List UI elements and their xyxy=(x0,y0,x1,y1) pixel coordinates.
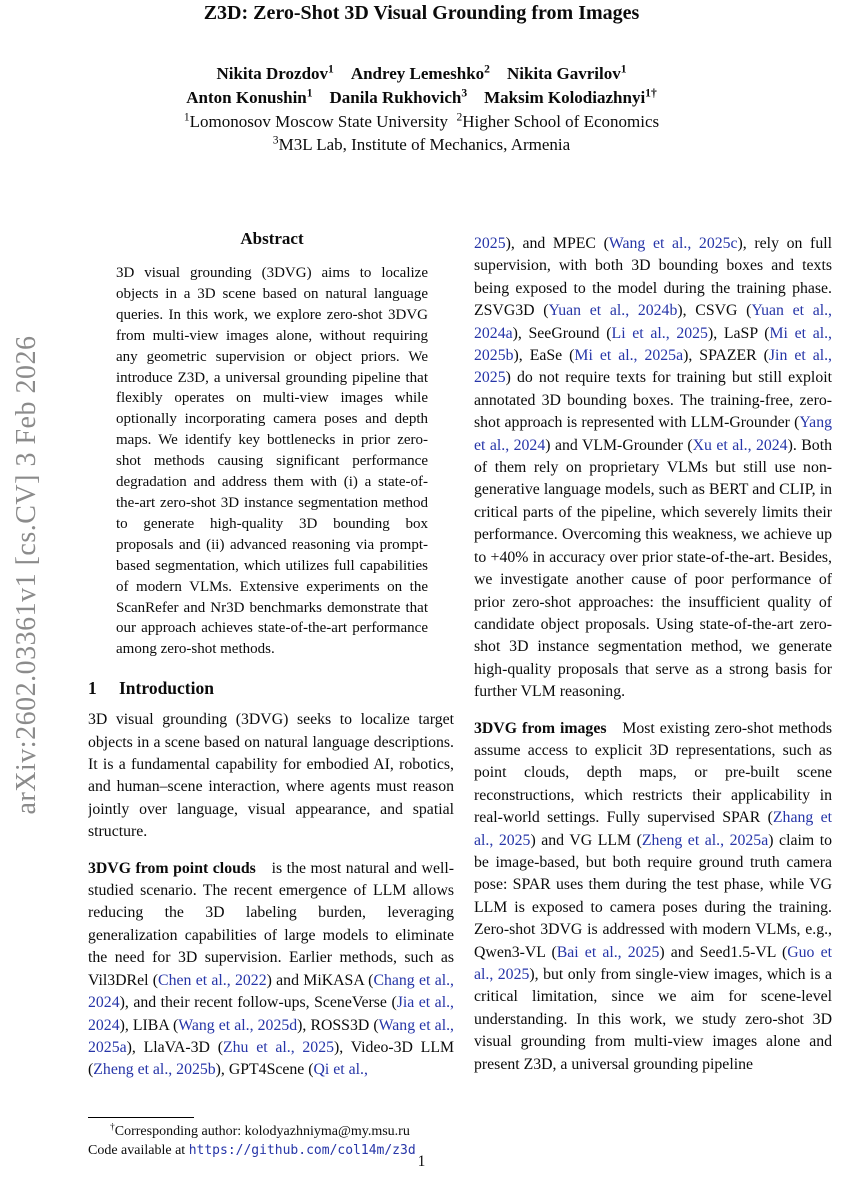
citation-link[interactable]: Wang et al., 2025c xyxy=(608,235,738,252)
citation-link[interactable]: Mi et al., 2025b xyxy=(474,324,832,365)
superscript-marker: 1 xyxy=(328,62,334,76)
author-line-2 xyxy=(0,86,843,110)
section-title: Introduction xyxy=(119,678,214,699)
text-run: ), SeeGround ( xyxy=(512,324,612,342)
citation-link[interactable]: Yuan et al., 2024a xyxy=(474,302,832,342)
text-run: ) and VLM-Grounder ( xyxy=(545,436,693,454)
citation-link[interactable]: Wang et al., 2025a xyxy=(88,1016,454,1056)
citation-link[interactable]: Qi et al., xyxy=(313,1061,368,1079)
text-run: is the most natural and well-studied scenario. The recent emergence of LLM allows reducing the 3D labeling burden, leveraging generalization capabilities of large models to eliminate the need for 3D supervision. Earlier methods, such as Vil3DRel ( xyxy=(88,859,454,989)
text-run xyxy=(467,88,484,107)
footnote-corresponding-author xyxy=(88,1123,454,1142)
text-run: Nikita Drozdov xyxy=(216,64,329,83)
paragraph-3dvg-from-images xyxy=(474,718,832,1077)
text-run xyxy=(490,64,507,83)
text-run: ), ROSS3D ( xyxy=(297,1016,379,1034)
code-url-link[interactable]: https://github.com/col14m/z3d xyxy=(188,1142,416,1158)
footnote-rule xyxy=(88,1117,194,1118)
text-run: ), EaSe ( xyxy=(513,347,575,365)
citation-link[interactable]: Xu et al., 2024 xyxy=(692,436,788,454)
text-run: ), rely on full supervision, with both 3D bounding boxes and texts being exposed to the model during the training phase. ZSVG3D ( xyxy=(474,235,832,320)
text-run: ), LIBA ( xyxy=(119,1016,179,1034)
paper-title: Z3D: Zero-Shot 3D Visual Grounding from Images xyxy=(203,2,640,24)
text-run: Corresponding author: kolodyazhniyma@my.msu.ru xyxy=(114,1124,410,1139)
text-run: ), SPAZER ( xyxy=(683,347,769,365)
superscript-marker: 3 xyxy=(272,133,279,147)
section-number: 1 xyxy=(88,678,97,699)
text-run: ) and MiKASA ( xyxy=(266,971,374,989)
text-run: ) do not require texts for training but still exploit annotated 3D bounding boxes. The training-free, zero-shot approach is represented with LLM-Grounder ( xyxy=(474,369,832,432)
superscript-marker: 1 xyxy=(183,110,190,124)
text-run: ) and VG LLM ( xyxy=(530,831,642,849)
text-run: ). Both of them rely on proprietary VLMs but still use non-generative language models, such as BERT and CLIP, in critical parts of the pipeline, which severely limits their performance. Overcoming this weakness, we achieve up to +40% in accuracy over prior state-of-the-art. Besides, we investigate another cause of poor performance of prior zero-shot approaches: the insufficient quality of candidate object proposals. Using state-of-the-art zero-shot 3D instance segmentation method, we generate high-quality proposals that serve as a strong basis for further VLM reasoning. xyxy=(474,436,832,701)
citation-link[interactable]: Mi et al., 2025a xyxy=(574,347,684,365)
author-block xyxy=(0,62,843,156)
affiliation-line-1 xyxy=(0,110,843,133)
citation-link[interactable]: Chen et al., 2022 xyxy=(158,971,267,989)
abstract-block xyxy=(116,229,428,660)
text-run: 3D visual grounding (3DVG) aims to localize objects in a 3D scene based on natural language queries. In this work, we explore zero-shot 3DVG from multi-view images alone, without requiring any geometric supervision or object priors. We introduce Z3D, a universal grounding pipeline that flexibly operates on multi-view images while optionally incorporating camera poses and depth maps. We identify key bottlenecks in prior zero-shot methods causing significant performance degradation and address them with (i) a state-of-the-art zero-shot 3D instance segmentation method to generate high-quality 3D bounding box proposals and (ii) advanced reasoning via prompt-based segmentation, which utilizes full capabilities of modern VLMs. Extensive experiments on the ScanRefer and Nr3D benchmarks demonstrate that our approach achieves state-of-the-art performance among zero-shot methods. xyxy=(116,265,428,658)
paragraph-continuation xyxy=(474,233,832,704)
text-run xyxy=(313,88,330,107)
intro-paragraph-1 xyxy=(88,709,454,843)
right-column xyxy=(474,233,832,1145)
text-run: ), and their recent follow-ups, SceneVerse ( xyxy=(119,994,397,1012)
text-run: ), CSVG ( xyxy=(677,302,752,320)
superscript-marker: 2 xyxy=(484,62,490,76)
superscript-marker: 1 xyxy=(620,62,627,76)
affiliation-line-2 xyxy=(0,133,843,156)
text-run: Andrey Lemeshko xyxy=(350,64,485,83)
superscript-marker: 2 xyxy=(456,110,463,124)
text-run: Danila Rukhovich xyxy=(329,88,462,107)
citation-link[interactable]: 2025 xyxy=(474,235,506,252)
text-run: ), Video-3D LLM ( xyxy=(88,1038,454,1079)
citation-link[interactable]: Wang et al., 2025d xyxy=(178,1016,298,1034)
text-run: ), and MPEC ( xyxy=(505,235,609,252)
citation-link[interactable]: Zheng et al., 2025b xyxy=(93,1061,216,1079)
citation-link[interactable]: Bai et al., 2025 xyxy=(556,943,660,961)
abstract-heading: Abstract xyxy=(240,229,304,248)
text-run: Lomonosov Moscow State University xyxy=(189,112,448,131)
citation-link[interactable]: Zhang et al., 2025 xyxy=(474,809,832,849)
text-run: ), GPT4Scene ( xyxy=(215,1061,314,1079)
text-run: Nikita Gavrilov xyxy=(506,64,621,83)
text-run: Code available at xyxy=(88,1142,189,1158)
superscript-marker: 1† xyxy=(645,86,657,100)
text-run: ), LaSP ( xyxy=(707,324,770,342)
citation-link[interactable]: Chang et al., 2024 xyxy=(88,971,454,1012)
text-run: Maksim Kolodiazhnyi xyxy=(484,88,646,107)
citation-link[interactable]: Guo et al., 2025 xyxy=(474,943,832,983)
text-run: ) and Seed1.5-VL ( xyxy=(659,943,788,961)
arxiv-watermark: arXiv:2602.03361v1 [cs.CV] 3 Feb 2026 xyxy=(11,335,42,815)
text-run xyxy=(334,64,351,83)
citation-link[interactable]: Jin et al., 2025 xyxy=(474,347,832,387)
section-heading-introduction xyxy=(88,678,454,699)
citation-link[interactable]: Yang et al., 2024 xyxy=(474,414,832,454)
text-run: 3DVG from point clouds xyxy=(88,859,256,877)
citation-link[interactable]: Yuan et al., 2024b xyxy=(548,302,678,320)
author-line-1 xyxy=(0,62,843,86)
left-column xyxy=(88,229,454,1117)
page-number: 1 xyxy=(417,1153,426,1170)
paragraph-3dvg-point-clouds xyxy=(88,858,454,1082)
text-run: Most existing zero-shot methods assume access to explicit 3D representations, such as point clouds, depth maps, or pre-built scene reconstructions, which restricts their applicability in real-world settings. Fully supervised SPAR ( xyxy=(474,719,832,827)
text-run: ) claim to be image-based, but both require ground truth camera pose: SPAR uses them during the test phase, while VG LLM is exposed to camera poses during the training. Zero-shot 3DVG is addressed with modern VLMs, e.g., Qwen3-VL ( xyxy=(474,831,832,961)
superscript-marker: 3 xyxy=(461,86,468,100)
citation-link[interactable]: Jia et al., 2024 xyxy=(88,994,454,1034)
text-run: ), but only from single-view images, which is a critical limitation, since we aim for scene-level understanding. In this work, we study zero-shot 3D visual grounding from multi-view images alone and present Z3D, a universal grounding pipeline xyxy=(474,966,832,1073)
text-run: Higher School of Economics xyxy=(462,112,660,131)
text-run: Anton Konushin xyxy=(186,88,307,107)
text-run: ), LlaVA-3D ( xyxy=(126,1038,223,1056)
citation-link[interactable]: Li et al., 2025 xyxy=(611,324,708,342)
text-run: M3L Lab, Institute of Mechanics, Armenia xyxy=(278,135,571,154)
citation-link[interactable]: Zheng et al., 2025a xyxy=(641,831,769,849)
superscript-marker: 1 xyxy=(306,86,313,100)
text-run: 3DVG from images xyxy=(474,719,607,737)
superscript-marker: † xyxy=(110,1122,115,1133)
text-run: 3D visual grounding (3DVG) seeks to localize target objects in a scene based on natural language descriptions. It is a fundamental capability for embodied AI, robotics, and human–scene interaction, where agents must reason jointly over language, visual appearance, and spatial structure. xyxy=(88,711,454,841)
abstract-text xyxy=(116,263,428,660)
citation-link[interactable]: Zhu et al., 2025 xyxy=(223,1038,335,1056)
